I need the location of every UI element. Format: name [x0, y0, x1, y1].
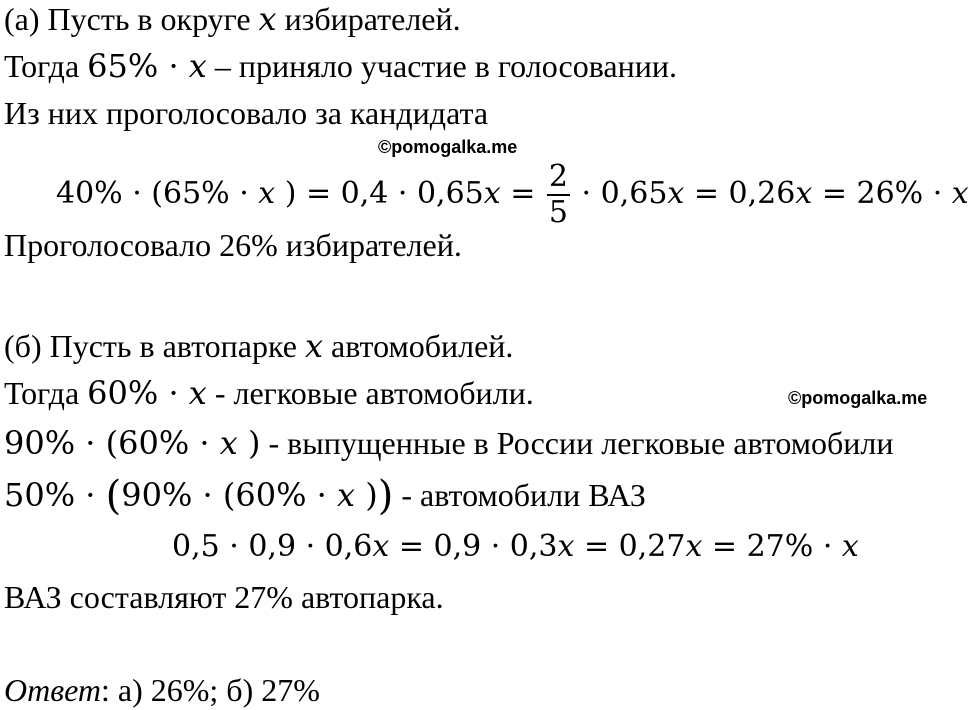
math: 65% · [87, 47, 189, 85]
math: = 0,26 [684, 176, 796, 211]
variable: x [841, 529, 859, 564]
part-a-line-2 [4, 47, 677, 85]
variable: x [372, 529, 390, 564]
variable: x [951, 176, 969, 211]
part-b-line-1 [4, 327, 513, 365]
fraction [547, 159, 570, 230]
variable: x [258, 176, 276, 211]
math: 90% · (60% · [121, 476, 338, 514]
variable: x [304, 327, 323, 365]
variable: x [258, 0, 277, 38]
variable: x [685, 529, 703, 564]
math: ) [355, 476, 378, 514]
answer-line [4, 671, 320, 709]
math: = 0,9 · 0,3 [389, 529, 558, 564]
text: (а) Пусть в округе [4, 1, 259, 37]
part-b-line-4 [4, 473, 646, 519]
part-b-line-3 [4, 424, 893, 462]
part-b-equation [172, 529, 859, 565]
text: Проголосовало 26% избирателей. [4, 227, 462, 263]
watermark: ©pomogalka.me [378, 137, 518, 157]
answer-text: : а) 26%; б) 27% [101, 672, 320, 708]
part-a-equation [56, 159, 969, 230]
part-b-line-2 [4, 374, 534, 412]
text: Тогда [4, 375, 88, 411]
answer-label: Ответ [4, 672, 101, 708]
math: · 0,65 [572, 176, 668, 211]
fraction-denominator: 5 [548, 195, 569, 230]
text: автомобилей. [323, 328, 514, 364]
variable: x [219, 424, 238, 462]
math: 0,5 · 0,9 · 0,6 [172, 529, 373, 564]
math: 90% · (60% · [4, 424, 220, 462]
part-a-conclusion [4, 226, 462, 264]
text: Из них проголосовало за кандидата [4, 95, 489, 131]
math: 40% · (65% · [56, 176, 259, 211]
variable: x [188, 374, 207, 412]
text: - автомобили ВАЗ [393, 477, 646, 513]
text: – приняло участие в голосовании. [206, 48, 677, 84]
math: = [500, 176, 545, 211]
variable: x [557, 529, 575, 564]
math: ) [237, 424, 261, 462]
watermark: ©pomogalka.me [788, 388, 928, 408]
variable: x [667, 176, 685, 211]
text: (б) Пусть в автопарке [4, 328, 305, 364]
part-a-line-1 [4, 0, 461, 38]
math: = 26% · [812, 176, 952, 211]
variable: x [483, 176, 501, 211]
variable: x [337, 476, 356, 514]
math: 50% · [4, 476, 106, 514]
math: 60% · [87, 374, 189, 412]
fraction-numerator: 2 [548, 159, 569, 194]
part-a-line-3 [4, 94, 488, 132]
text: - выпущенные в России легковые автомобили [260, 425, 894, 461]
variable: x [188, 47, 207, 85]
text: - легковые автомобили. [206, 375, 534, 411]
text: Тогда [4, 48, 88, 84]
math-paren: ( [105, 473, 122, 519]
text: избирателей. [276, 1, 461, 37]
math: = 27% · [702, 529, 842, 564]
math: = 0,27 [574, 529, 686, 564]
text: ВАЗ составляют 27% автопарка. [4, 579, 444, 615]
variable: x [795, 176, 813, 211]
part-b-conclusion [4, 578, 444, 616]
math-paren: ) [377, 473, 394, 519]
math: ) = 0,4 · 0,65 [275, 176, 484, 211]
